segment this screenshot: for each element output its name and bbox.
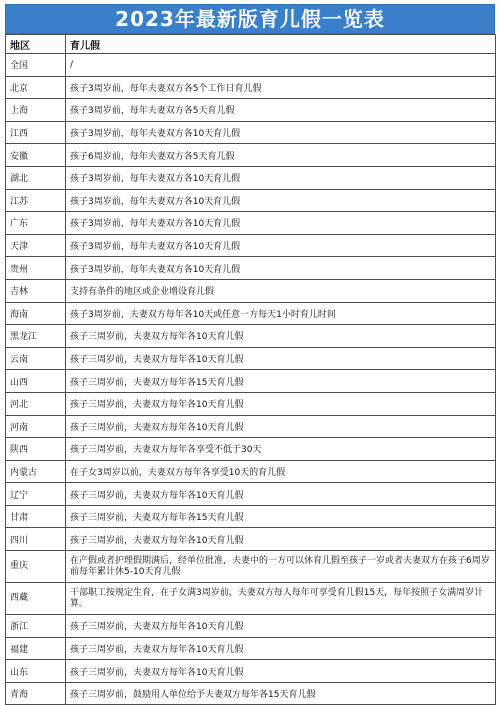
- table-row: [6, 528, 496, 551]
- policy-cell: 孩子三周岁前，夫妻双方每年各15天育儿假: [66, 505, 496, 528]
- region-cell: 河北: [6, 392, 66, 415]
- table-row: [6, 483, 496, 506]
- policy-cell: 支持有条件的地区或企业增设育儿假: [66, 279, 496, 302]
- region-cell: 上海: [6, 99, 66, 122]
- policy-cell: 孩子三周岁前，夫妻双方每年各10天育儿假: [66, 347, 496, 370]
- policy-cell: 孩子3周岁前，每年夫妻双方各5个工作日育儿假: [66, 76, 496, 99]
- table-row: [6, 347, 496, 370]
- table-row: [6, 76, 496, 99]
- parental-leave-table: [5, 34, 496, 705]
- table-row: [6, 660, 496, 683]
- region-cell: 西藏: [6, 583, 66, 615]
- table-row: [6, 212, 496, 235]
- table-row: [6, 637, 496, 660]
- page-title: 2023年最新版育儿假一览表: [5, 4, 495, 34]
- region-cell: 云南: [6, 347, 66, 370]
- policy-cell: 孩子三周岁前，夫妻双方每年各10天育儿假: [66, 615, 496, 638]
- policy-cell: 孩子三周岁前，夫妻双方每年各10天育儿假: [66, 415, 496, 438]
- region-cell: 青海: [6, 682, 66, 705]
- column-header-region: 地区: [6, 35, 66, 54]
- region-cell: 江西: [6, 121, 66, 144]
- region-cell: 贵州: [6, 257, 66, 280]
- policy-cell: /: [66, 54, 496, 77]
- region-cell: 天津: [6, 234, 66, 257]
- region-cell: 北京: [6, 76, 66, 99]
- policy-cell: 孩子三周岁前，夫妻双方每年各10天育儿假: [66, 637, 496, 660]
- table-row: [6, 257, 496, 280]
- policy-cell: 在子女3周岁以前，夫妻双方每年各享受10天的育儿假: [66, 460, 496, 483]
- region-cell: 甘肃: [6, 505, 66, 528]
- table-row: [6, 615, 496, 638]
- region-cell: 安徽: [6, 144, 66, 167]
- region-cell: 四川: [6, 528, 66, 551]
- table-row: [6, 583, 496, 615]
- policy-cell: 孩子3周岁前，每年夫妻双方各10天育儿假: [66, 189, 496, 212]
- table-row: [6, 121, 496, 144]
- table-row: [6, 279, 496, 302]
- region-cell: 江苏: [6, 189, 66, 212]
- policy-cell: 孩子3周岁前，每年夫妻双方各10天育儿假: [66, 166, 496, 189]
- region-cell: 辽宁: [6, 483, 66, 506]
- region-cell: 浙江: [6, 615, 66, 638]
- region-cell: 湖北: [6, 166, 66, 189]
- region-cell: 福建: [6, 637, 66, 660]
- region-cell: 黑龙江: [6, 325, 66, 348]
- policy-cell: 孩子3周岁前，每年夫妻双方各10天育儿假: [66, 234, 496, 257]
- region-cell: 吉林: [6, 279, 66, 302]
- table-row: [6, 551, 496, 583]
- policy-cell: 孩子3周岁前，每年夫妻双方各5天育儿假: [66, 99, 496, 122]
- column-header-policy: 育儿假: [66, 35, 496, 54]
- policy-cell: 孩子6周岁前，每年夫妻双方各5天育儿假: [66, 144, 496, 167]
- policy-cell: 在产假或者护理假期满后，经单位批准，夫妻中的一方可以休育儿假至孩子一岁或者夫妻双方在孩子6周岁前每年累计休5-10天育儿假: [66, 551, 496, 583]
- table-row: [6, 99, 496, 122]
- policy-cell: 孩子3周岁前，每年夫妻双方各10天育儿假: [66, 121, 496, 144]
- policy-cell: 孩子三周岁前，夫妻双方每年各15天育儿假: [66, 370, 496, 393]
- region-cell: 重庆: [6, 551, 66, 583]
- table-row: [6, 438, 496, 461]
- policy-cell: 孩子3周岁前，每年夫妻双方各10天育儿假: [66, 257, 496, 280]
- region-cell: 山东: [6, 660, 66, 683]
- region-cell: 内蒙古: [6, 460, 66, 483]
- region-cell: 全国: [6, 54, 66, 77]
- table-row: [6, 682, 496, 705]
- table-body: [6, 54, 496, 705]
- table-row: [6, 505, 496, 528]
- policy-cell: 孩子三周岁前，夫妻双方每年各10天育儿假: [66, 325, 496, 348]
- table-row: [6, 234, 496, 257]
- policy-cell: 孩子三周岁前，夫妻双方每年各享受不低于30天: [66, 438, 496, 461]
- region-cell: 广东: [6, 212, 66, 235]
- table-row: [6, 415, 496, 438]
- table-row: [6, 144, 496, 167]
- policy-cell: 孩子三周岁前，鼓励用人单位给予夫妻双方每年各15天育儿假: [66, 682, 496, 705]
- policy-cell: 孩子三周岁前，夫妻双方每年各10天育儿假: [66, 660, 496, 683]
- region-cell: 山西: [6, 370, 66, 393]
- region-cell: 陕西: [6, 438, 66, 461]
- policy-cell: 干部职工按规定生育，在子女满3周岁前，夫妻双方每人每年可享受育儿假15天，每年按照子女满周岁计算。: [66, 583, 496, 615]
- table-row: [6, 302, 496, 325]
- table-row: [6, 460, 496, 483]
- region-cell: 河南: [6, 415, 66, 438]
- table-row: [6, 54, 496, 77]
- policy-cell: 孩子三周岁前，夫妻双方每年各10天育儿假: [66, 528, 496, 551]
- table-row: [6, 189, 496, 212]
- table-row: [6, 392, 496, 415]
- table-row: [6, 370, 496, 393]
- policy-cell: 孩子三周岁前，夫妻双方每年各10天育儿假: [66, 392, 496, 415]
- region-cell: 海南: [6, 302, 66, 325]
- table-header-row: [6, 35, 496, 54]
- policy-cell: 孩子3周岁前，夫妻双方每年各10天或任意一方每天1小时育儿时间: [66, 302, 496, 325]
- policy-cell: 孩子三周岁前，夫妻双方每年各10天育儿假: [66, 483, 496, 506]
- policy-cell: 孩子3周岁前，每年夫妻双方各10天育儿假: [66, 212, 496, 235]
- table-row: [6, 325, 496, 348]
- table-row: [6, 166, 496, 189]
